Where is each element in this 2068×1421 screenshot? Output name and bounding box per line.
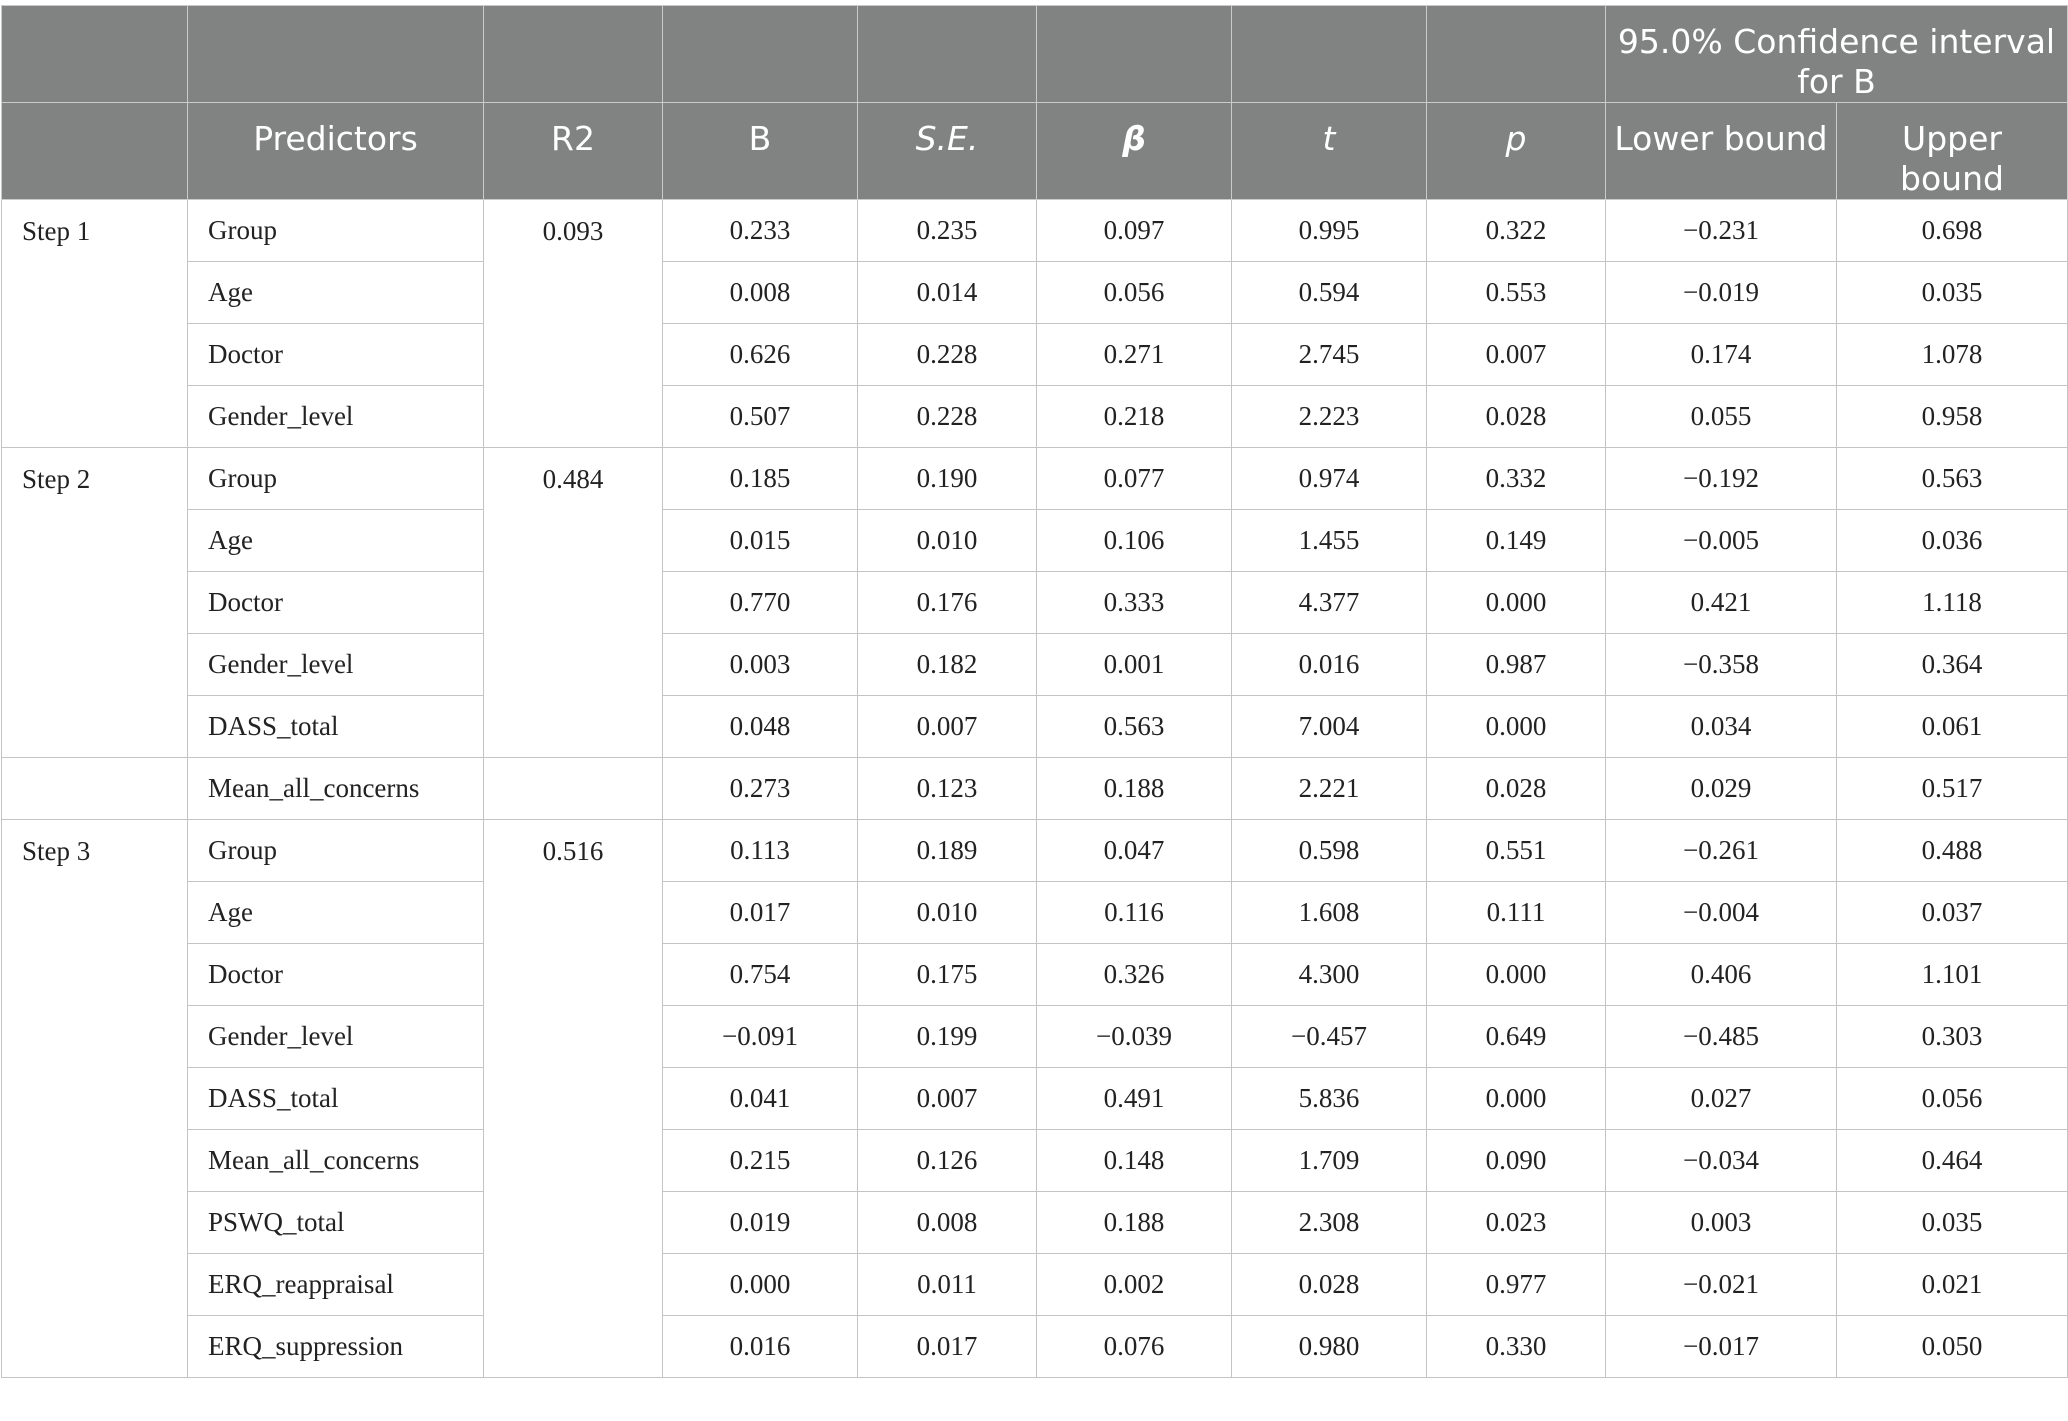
beta-cell: 0.491 xyxy=(1037,1068,1232,1130)
upper-cell: 0.021 xyxy=(1837,1254,2068,1316)
header-blank-cell xyxy=(1037,6,1232,103)
p-cell: 0.987 xyxy=(1427,634,1606,696)
se-cell: 0.228 xyxy=(858,386,1037,448)
b-cell: 0.113 xyxy=(663,820,858,882)
header-row-columns xyxy=(2,103,2068,200)
step-label xyxy=(2,758,188,820)
se-cell: 0.123 xyxy=(858,758,1037,820)
predictor-cell: Age xyxy=(188,510,484,572)
beta-cell: 0.076 xyxy=(1037,1316,1232,1378)
lower-cell: 0.034 xyxy=(1606,696,1837,758)
p-cell: 0.023 xyxy=(1427,1192,1606,1254)
header-blank-cell xyxy=(2,6,188,103)
beta-cell: 0.001 xyxy=(1037,634,1232,696)
se-cell: 0.007 xyxy=(858,1068,1037,1130)
predictor-cell: Doctor xyxy=(188,572,484,634)
lower-cell: −0.019 xyxy=(1606,262,1837,324)
predictor-cell: Doctor xyxy=(188,324,484,386)
t-cell: 0.980 xyxy=(1232,1316,1427,1378)
predictor-cell: Mean_all_concerns xyxy=(188,758,484,820)
beta-cell: 0.056 xyxy=(1037,262,1232,324)
se-cell: 0.014 xyxy=(858,262,1037,324)
beta-cell: 0.188 xyxy=(1037,758,1232,820)
predictor-cell: Gender_level xyxy=(188,386,484,448)
b-cell: 0.273 xyxy=(663,758,858,820)
p-cell: 0.332 xyxy=(1427,448,1606,510)
beta-cell: 0.188 xyxy=(1037,1192,1232,1254)
t-cell: −0.457 xyxy=(1232,1006,1427,1068)
header-blank-cell xyxy=(188,6,484,103)
p-cell: 0.028 xyxy=(1427,386,1606,448)
upper-cell: 1.078 xyxy=(1837,324,2068,386)
b-cell: 0.000 xyxy=(663,1254,858,1316)
table-row xyxy=(2,200,2068,262)
se-cell: 0.010 xyxy=(858,882,1037,944)
p-cell: 0.000 xyxy=(1427,696,1606,758)
upper-cell: 0.035 xyxy=(1837,1192,2068,1254)
p-cell: 0.007 xyxy=(1427,324,1606,386)
table-row xyxy=(2,386,2068,448)
header-predictors: Predictors xyxy=(188,103,484,200)
beta-cell: 0.218 xyxy=(1037,386,1232,448)
t-cell: 5.836 xyxy=(1232,1068,1427,1130)
beta-cell: 0.047 xyxy=(1037,820,1232,882)
t-cell: 4.377 xyxy=(1232,572,1427,634)
se-cell: 0.007 xyxy=(858,696,1037,758)
predictor-cell: ERQ_suppression xyxy=(188,1316,484,1378)
upper-cell: 1.101 xyxy=(1837,944,2068,1006)
upper-cell: 0.035 xyxy=(1837,262,2068,324)
table-row xyxy=(2,882,2068,944)
b-cell: 0.016 xyxy=(663,1316,858,1378)
beta-cell: 0.148 xyxy=(1037,1130,1232,1192)
predictor-cell: PSWQ_total xyxy=(188,1192,484,1254)
header-p: p xyxy=(1427,103,1606,200)
r2-cell xyxy=(484,758,663,820)
table-row xyxy=(2,696,2068,758)
t-cell: 0.974 xyxy=(1232,448,1427,510)
regression-table xyxy=(1,5,2068,1378)
beta-cell: −0.039 xyxy=(1037,1006,1232,1068)
predictor-cell: Age xyxy=(188,882,484,944)
predictor-cell: DASS_total xyxy=(188,696,484,758)
beta-cell: 0.077 xyxy=(1037,448,1232,510)
step-label: Step 2 xyxy=(2,448,188,758)
predictor-cell: Age xyxy=(188,262,484,324)
header-blank-cell xyxy=(663,6,858,103)
t-cell: 0.016 xyxy=(1232,634,1427,696)
lower-cell: −0.004 xyxy=(1606,882,1837,944)
se-cell: 0.017 xyxy=(858,1316,1037,1378)
header-beta: β xyxy=(1037,103,1232,200)
table-row xyxy=(2,324,2068,386)
table-row xyxy=(2,634,2068,696)
table-row xyxy=(2,1006,2068,1068)
b-cell: 0.017 xyxy=(663,882,858,944)
table-row xyxy=(2,262,2068,324)
beta-cell: 0.097 xyxy=(1037,200,1232,262)
beta-cell: 0.002 xyxy=(1037,1254,1232,1316)
upper-cell: 0.698 xyxy=(1837,200,2068,262)
predictor-cell: Group xyxy=(188,200,484,262)
p-cell: 0.000 xyxy=(1427,1068,1606,1130)
t-cell: 2.221 xyxy=(1232,758,1427,820)
p-cell: 0.149 xyxy=(1427,510,1606,572)
t-cell: 4.300 xyxy=(1232,944,1427,1006)
lower-cell: −0.017 xyxy=(1606,1316,1837,1378)
t-cell: 2.223 xyxy=(1232,386,1427,448)
t-cell: 0.995 xyxy=(1232,200,1427,262)
table-row xyxy=(2,758,2068,820)
upper-cell: 0.036 xyxy=(1837,510,2068,572)
se-cell: 0.182 xyxy=(858,634,1037,696)
upper-cell: 0.303 xyxy=(1837,1006,2068,1068)
lower-cell: −0.358 xyxy=(1606,634,1837,696)
b-cell: −0.091 xyxy=(663,1006,858,1068)
header-se: S.E. xyxy=(858,103,1037,200)
p-cell: 0.649 xyxy=(1427,1006,1606,1068)
header-blank-cell xyxy=(2,103,188,200)
lower-cell: −0.005 xyxy=(1606,510,1837,572)
lower-cell: −0.231 xyxy=(1606,200,1837,262)
se-cell: 0.126 xyxy=(858,1130,1037,1192)
upper-cell: 0.958 xyxy=(1837,386,2068,448)
predictor-cell: Mean_all_concerns xyxy=(188,1130,484,1192)
lower-cell: 0.029 xyxy=(1606,758,1837,820)
b-cell: 0.015 xyxy=(663,510,858,572)
p-cell: 0.553 xyxy=(1427,262,1606,324)
upper-cell: 0.364 xyxy=(1837,634,2068,696)
lower-cell: 0.421 xyxy=(1606,572,1837,634)
upper-cell: 0.056 xyxy=(1837,1068,2068,1130)
se-cell: 0.190 xyxy=(858,448,1037,510)
p-cell: 0.111 xyxy=(1427,882,1606,944)
se-cell: 0.235 xyxy=(858,200,1037,262)
b-cell: 0.048 xyxy=(663,696,858,758)
lower-cell: −0.034 xyxy=(1606,1130,1837,1192)
header-lower-bound: Lower bound xyxy=(1606,103,1837,200)
predictor-cell: DASS_total xyxy=(188,1068,484,1130)
se-cell: 0.176 xyxy=(858,572,1037,634)
lower-cell: 0.406 xyxy=(1606,944,1837,1006)
upper-cell: 0.061 xyxy=(1837,696,2068,758)
t-cell: 0.594 xyxy=(1232,262,1427,324)
table-row xyxy=(2,1192,2068,1254)
r2-cell: 0.093 xyxy=(484,200,663,448)
lower-cell: 0.003 xyxy=(1606,1192,1837,1254)
p-cell: 0.000 xyxy=(1427,944,1606,1006)
header-t: t xyxy=(1232,103,1427,200)
b-cell: 0.626 xyxy=(663,324,858,386)
table-header xyxy=(2,6,2068,200)
beta-cell: 0.326 xyxy=(1037,944,1232,1006)
p-cell: 0.977 xyxy=(1427,1254,1606,1316)
t-cell: 2.308 xyxy=(1232,1192,1427,1254)
t-cell: 1.608 xyxy=(1232,882,1427,944)
table-row xyxy=(2,1316,2068,1378)
b-cell: 0.507 xyxy=(663,386,858,448)
p-cell: 0.028 xyxy=(1427,758,1606,820)
lower-cell: −0.192 xyxy=(1606,448,1837,510)
r2-cell: 0.516 xyxy=(484,820,663,1378)
p-cell: 0.090 xyxy=(1427,1130,1606,1192)
upper-cell: 0.563 xyxy=(1837,448,2068,510)
predictor-cell: ERQ_reappraisal xyxy=(188,1254,484,1316)
header-blank-cell xyxy=(858,6,1037,103)
header-b: B xyxy=(663,103,858,200)
predictor-cell: Doctor xyxy=(188,944,484,1006)
b-cell: 0.215 xyxy=(663,1130,858,1192)
table-row xyxy=(2,1130,2068,1192)
lower-cell: −0.485 xyxy=(1606,1006,1837,1068)
upper-cell: 0.050 xyxy=(1837,1316,2068,1378)
beta-cell: 0.116 xyxy=(1037,882,1232,944)
upper-cell: 1.118 xyxy=(1837,572,2068,634)
lower-cell: 0.174 xyxy=(1606,324,1837,386)
table-row xyxy=(2,510,2068,572)
se-cell: 0.175 xyxy=(858,944,1037,1006)
table-row xyxy=(2,820,2068,882)
b-cell: 0.041 xyxy=(663,1068,858,1130)
beta-cell: 0.106 xyxy=(1037,510,1232,572)
predictor-cell: Group xyxy=(188,448,484,510)
upper-cell: 0.488 xyxy=(1837,820,2068,882)
predictor-cell: Group xyxy=(188,820,484,882)
header-blank-cell xyxy=(1232,6,1427,103)
table-row xyxy=(2,1254,2068,1316)
p-cell: 0.000 xyxy=(1427,572,1606,634)
b-cell: 0.185 xyxy=(663,448,858,510)
beta-cell: 0.563 xyxy=(1037,696,1232,758)
se-cell: 0.008 xyxy=(858,1192,1037,1254)
t-cell: 1.709 xyxy=(1232,1130,1427,1192)
step-label: Step 3 xyxy=(2,820,188,1378)
t-cell: 2.745 xyxy=(1232,324,1427,386)
b-cell: 0.003 xyxy=(663,634,858,696)
lower-cell: −0.261 xyxy=(1606,820,1837,882)
lower-cell: 0.055 xyxy=(1606,386,1837,448)
lower-cell: −0.021 xyxy=(1606,1254,1837,1316)
se-cell: 0.189 xyxy=(858,820,1037,882)
predictor-cell: Gender_level xyxy=(188,1006,484,1068)
table-row xyxy=(2,944,2068,1006)
se-cell: 0.228 xyxy=(858,324,1037,386)
r2-cell: 0.484 xyxy=(484,448,663,758)
header-row-group xyxy=(2,6,2068,103)
b-cell: 0.008 xyxy=(663,262,858,324)
header-blank-cell xyxy=(484,6,663,103)
se-cell: 0.199 xyxy=(858,1006,1037,1068)
predictor-cell: Gender_level xyxy=(188,634,484,696)
se-cell: 0.010 xyxy=(858,510,1037,572)
p-cell: 0.330 xyxy=(1427,1316,1606,1378)
upper-cell: 0.037 xyxy=(1837,882,2068,944)
upper-cell: 0.464 xyxy=(1837,1130,2068,1192)
b-cell: 0.770 xyxy=(663,572,858,634)
header-blank-cell xyxy=(1427,6,1606,103)
header-ci-group: 95.0% Confidence interval for B xyxy=(1606,6,2068,103)
t-cell: 1.455 xyxy=(1232,510,1427,572)
t-cell: 7.004 xyxy=(1232,696,1427,758)
t-cell: 0.028 xyxy=(1232,1254,1427,1316)
table-row xyxy=(2,448,2068,510)
table-row xyxy=(2,572,2068,634)
beta-cell: 0.333 xyxy=(1037,572,1232,634)
se-cell: 0.011 xyxy=(858,1254,1037,1316)
beta-cell: 0.271 xyxy=(1037,324,1232,386)
b-cell: 0.233 xyxy=(663,200,858,262)
upper-cell: 0.517 xyxy=(1837,758,2068,820)
table-body xyxy=(2,200,2068,1378)
p-cell: 0.551 xyxy=(1427,820,1606,882)
table-row xyxy=(2,1068,2068,1130)
step-label: Step 1 xyxy=(2,200,188,448)
t-cell: 0.598 xyxy=(1232,820,1427,882)
header-upper-bound: Upper bound xyxy=(1837,103,2068,200)
b-cell: 0.754 xyxy=(663,944,858,1006)
p-cell: 0.322 xyxy=(1427,200,1606,262)
header-r2: R2 xyxy=(484,103,663,200)
b-cell: 0.019 xyxy=(663,1192,858,1254)
lower-cell: 0.027 xyxy=(1606,1068,1837,1130)
